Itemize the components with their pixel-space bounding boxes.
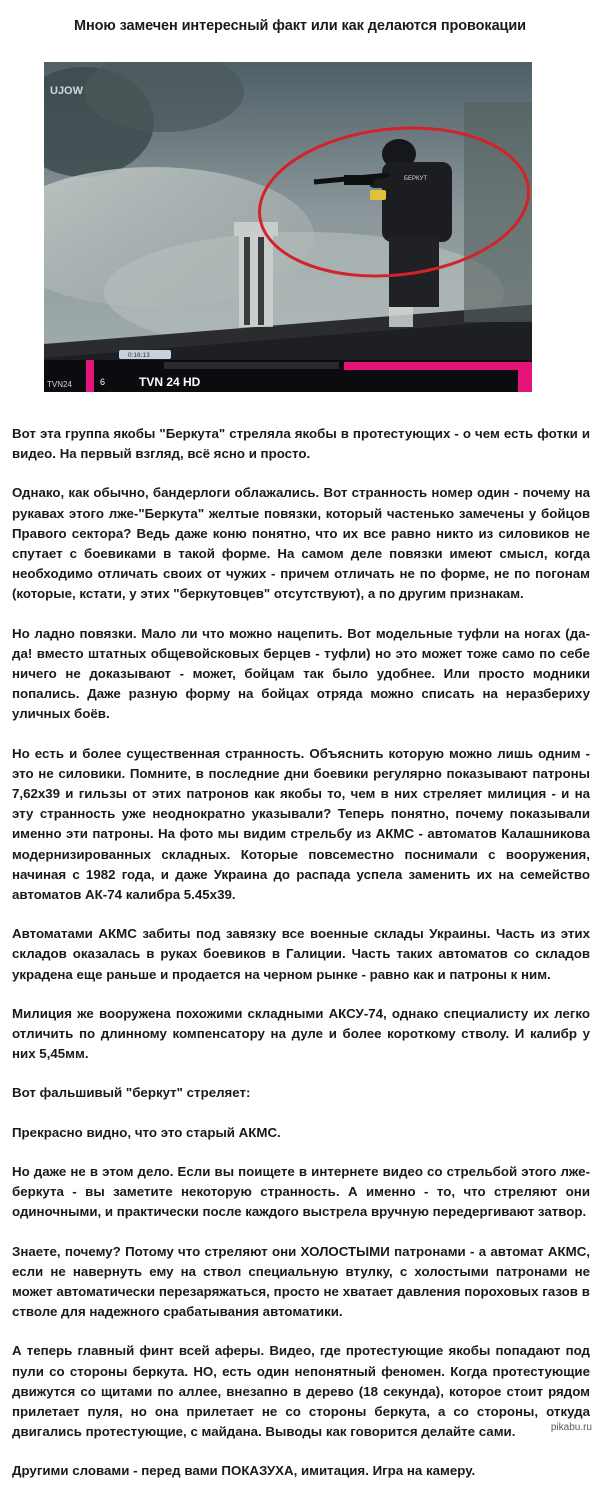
- channel-number: 6: [100, 377, 106, 387]
- paragraph-9: Но даже не в этом дело. Если вы поищете в интернете видео со стрельбой этого лже-беркута - вы заметите некоторую странность. А именно - то, что стреляют они одиночными, и практически после каждого выстрела вручную передергивают затвор.: [12, 1163, 590, 1220]
- paragraph-10: Знаете, почему? Потому что стреляют они ХОЛОСТЫМИ патронами - а автомат АКМС, если не навернуть ему на ствол специальную втулку, с холостыми патронами не может автоматически перезаряжаться, просто не хватает давления пороховых газов в стволе для надежного срабатывания автоматики.: [12, 1243, 590, 1320]
- paragraph-7: Вот фальшивый "беркут" стреляет:: [12, 1085, 251, 1101]
- article-title: Мною замечен интересный факт или как делаются провокации: [74, 18, 526, 34]
- paragraph-8: Прекрасно видно, что это старый АКМС.: [12, 1124, 281, 1140]
- tv-screenshot-photo: [44, 62, 532, 392]
- paragraph-2: Однако, как обычно, бандерлоги облажались. Вот странность номер один - почему на рукавах этого лже-"Беркута" желтые повязки, который частенько замечены у бойцов Правого сектора? Ведь даже коню понятно, что их все равно никто из силовиков не спутает с боевиками в такой форме. На самом деле повязки имеют смысл, когда необходимо отличать своих от чужих - причем отличать не по форме, не по погонам (которые, кстати, у этих "беркутовцев" отсутствуют), а по другим признакам.: [12, 485, 590, 602]
- paragraph-3: Но ладно повязки. Мало ли что можно нацепить. Вот модельные туфли на ногах (да-да! вместо штатных общевойсковых берцев - туфли) но это может тоже само по себе ничего не доказывают - может, бойцам так было удобнее. Или просто модники попались. Даже разную форму на бойцах отряда можно списать на неразбериху уличных боёв.: [12, 625, 590, 722]
- paragraph-5: Автоматами АКМС забиты под завязку все военные склады Украины. Часть из этих складов оказалась в руках боевиков в Галиции. Часть таких автоматов со складов украдена еще раньше и продается на черном рынке - равно как и патроны к ним.: [12, 926, 590, 982]
- paragraph-6: Милиция же вооружена похожими складными АКСУ-74, однако специалисту их легко отличить по длинному компенсатору на дуле и более короткому стволу. И калибр у них 5,45мм.: [12, 1005, 590, 1062]
- article-body: [12, 424, 590, 1501]
- paragraph-12: Другими словами - перед вами ПОКАЗУХА, имитация. Игра на камеру.: [12, 1463, 476, 1479]
- paragraph-1: Вот эта группа якобы "Беркута" стреляла якобы в протестующих - о чем есть фотки и видео. На первый взгляд, всё ясно и просто.: [12, 426, 590, 462]
- paragraph-4: Но есть и более существенная странность. Объяснить которую можно лишь одним - это не силовики. Помните, в последние дни боевики регулярно показывают патроны 7,62х39 и гильзы от этих патронов как якобы то, чем в них стреляет милиция - и на эту странность уже неоднократно указывали? Теперь понятно, почему показывали именно эти патроны. На фото мы видим стрельбу из АКМС - автоматов Калашникова модернизированных складных. Которые повсеместно поснимали с вооружения, начиная с 1982 года, и даже Украина до распада успела заменить их на семейство автоматов АК-74 калибра 5.45х39.: [12, 745, 590, 903]
- svg-text:БЕРКУТ: БЕРКУТ: [404, 176, 427, 182]
- corner-logo: UJOW: [50, 85, 83, 97]
- channel-tag: TVN24: [47, 380, 72, 389]
- paragraph-11: А теперь главный финт всей аферы. Видео, где протестующие якобы попадают под пули со стороны беркута. НО, есть один непонятный феномен. Когда протестующие движутся со щитами по аллее, внезапно в дерево (18 секунда), которое стоит рядом прилетает пуля, но она прилетает не со стороны беркута, а со стороны, откуда двигались протестующие, с майдана. Выводы как говорится делайте сами.: [12, 1343, 590, 1440]
- timestamp-label: 0:16:13: [128, 352, 150, 359]
- channel-name: TVN 24 HD: [139, 375, 201, 389]
- site-watermark: pikabu.ru: [550, 1422, 592, 1433]
